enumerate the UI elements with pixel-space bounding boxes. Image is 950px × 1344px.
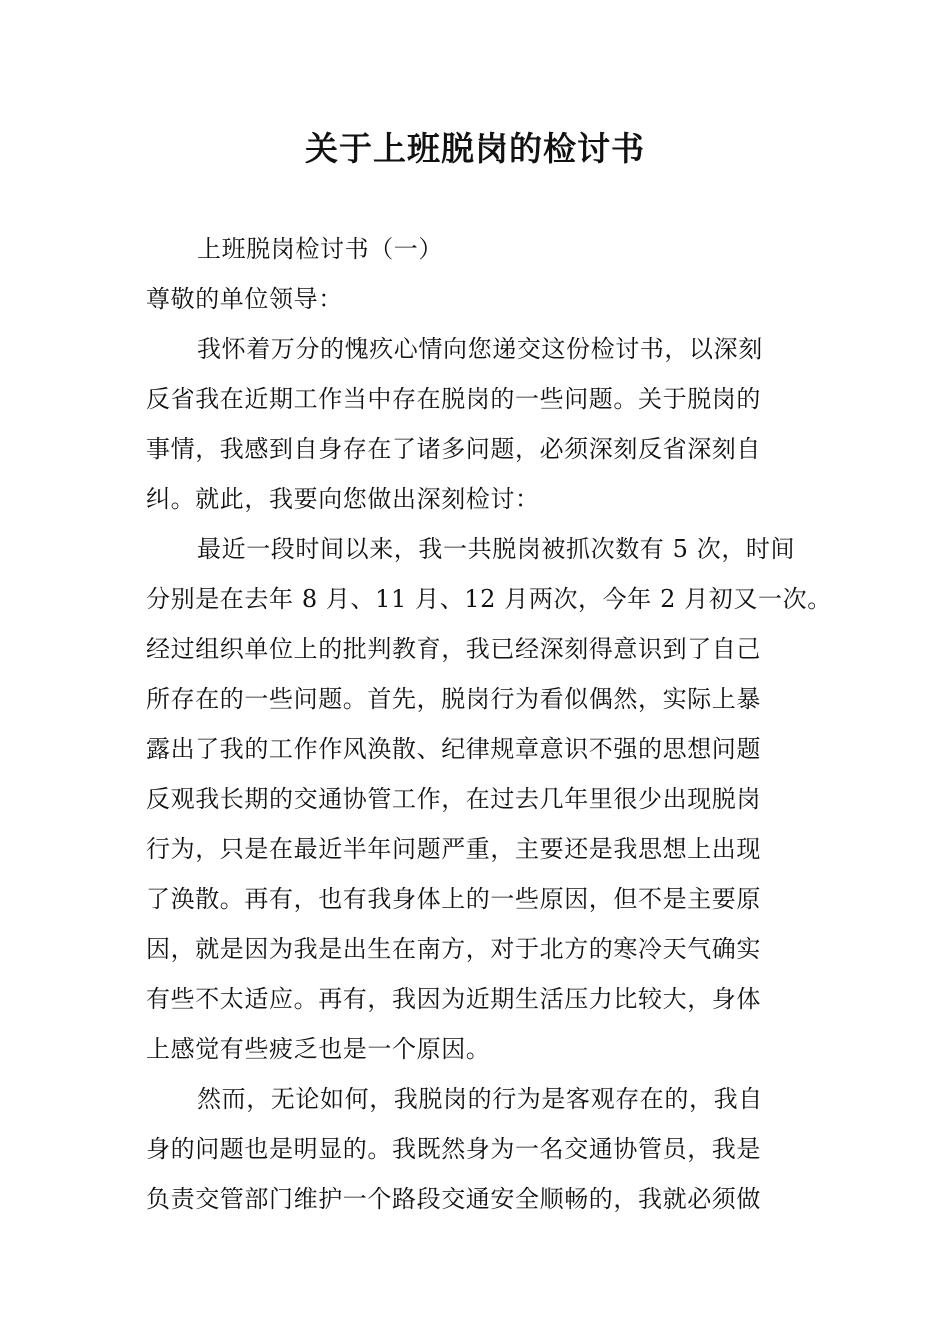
- document-body: [146, 224, 836, 1224]
- text-line: 反观我长期的交通协管工作，在过去几年里很少出现脱岗: [146, 785, 761, 813]
- text-line: 反省我在近期工作当中存在脱岗的一些问题。关于脱岗的: [146, 385, 761, 413]
- text-line: 上感觉有些疲乏也是一个原因。: [146, 1035, 491, 1063]
- paragraph-first-line: 最近一段时间以来，我一共脱岗被抓次数有 5 次，时间: [197, 535, 796, 563]
- text-line: 因，就是因为我是出生在南方，对于北方的寒冷天气确实: [146, 935, 761, 963]
- text-line: 所存在的一些问题。首先，脱岗行为看似偶然，实际上暴: [146, 685, 761, 713]
- text-line: 事情，我感到自身存在了诸多问题，必须深刻反省深刻自: [146, 435, 761, 463]
- text-line: 分别是在去年 8 月、11 月、12 月两次，今年 2 月初又一次。: [146, 585, 832, 613]
- paragraph-first-line: 我怀着万分的愧疚心情向您递交这份检讨书，以深刻: [197, 335, 763, 363]
- text-line: 负责交管部门维护一个路段交通安全顺畅的，我就必须做: [146, 1185, 761, 1213]
- section-heading: 上班脱岗检讨书（一）: [197, 235, 443, 263]
- paragraph-first-line: 然而，无论如何，我脱岗的行为是客观存在的，我自: [197, 1085, 763, 1113]
- text-line: 身的问题也是明显的。我既然身为一名交通协管员，我是: [146, 1135, 761, 1163]
- text-line: 纠。就此，我要向您做出深刻检讨：: [146, 485, 540, 513]
- text-line: 尊敬的单位领导：: [146, 285, 343, 313]
- text-line: 露出了我的工作作风涣散、纪律规章意识不强的思想问题: [146, 735, 761, 763]
- document-title: 关于上班脱岗的检讨书: [305, 129, 645, 168]
- text-line: 了涣散。再有，也有我身体上的一些原因，但不是主要原: [146, 885, 761, 913]
- text-line: 有些不太适应。再有，我因为近期生活压力比较大，身体: [146, 985, 761, 1013]
- text-line: 经过组织单位上的批判教育，我已经深刻得意识到了自己: [146, 635, 761, 663]
- text-line: 行为，只是在最近半年问题严重，主要还是我思想上出现: [146, 835, 761, 863]
